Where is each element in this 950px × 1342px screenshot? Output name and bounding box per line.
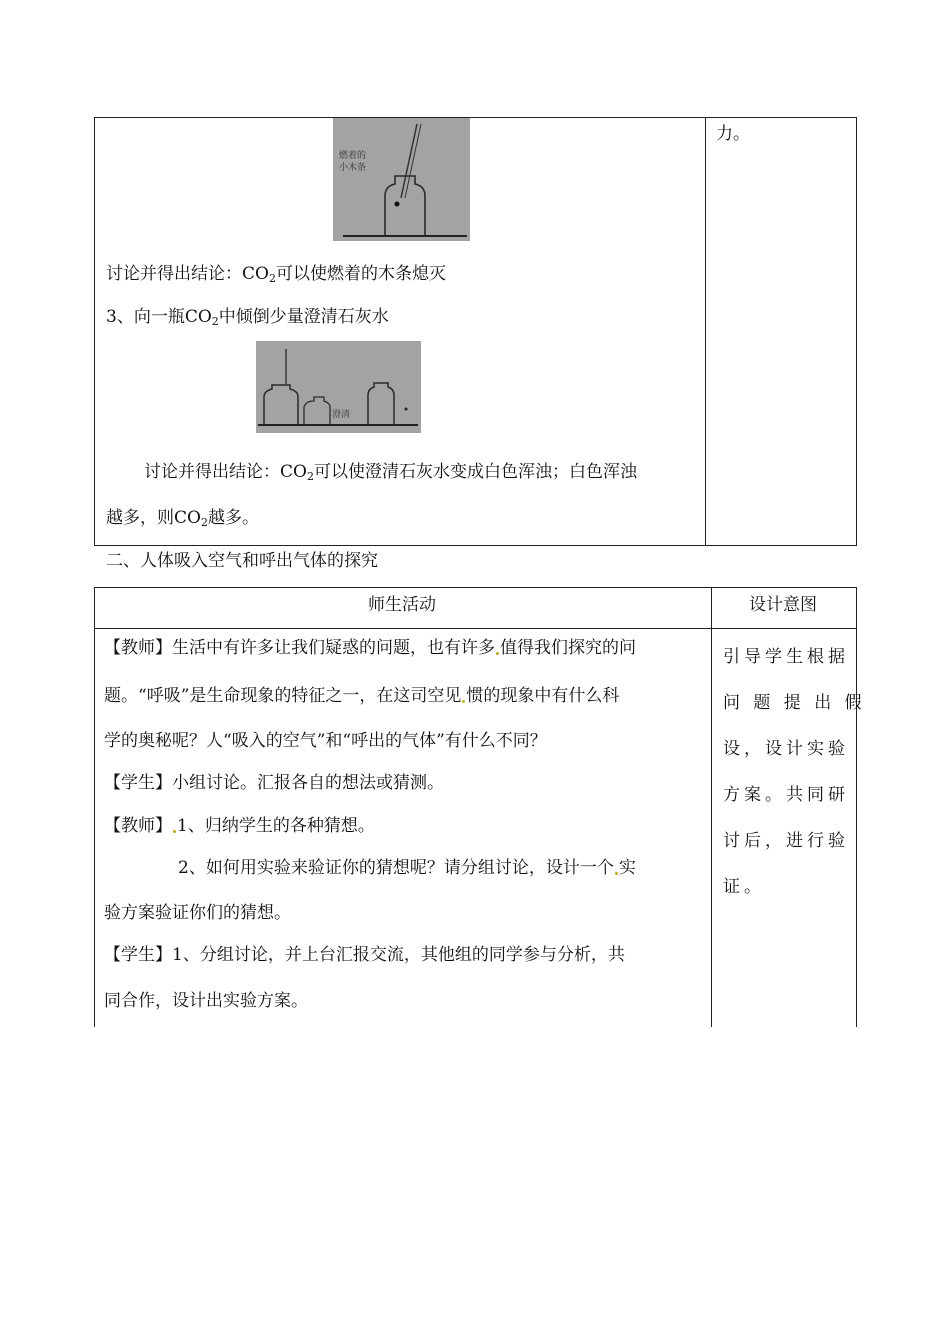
- row-teacher-1-cont: 题。“呼吸”是生命现象的特征之一，在这司空见 惯的现象中有什么科: [104, 686, 620, 706]
- marker-dot: [173, 830, 176, 833]
- svg-text:澄清: 澄清: [332, 410, 351, 420]
- row-teacher-1: 【教师】生活中有许多让我们疑惑的问题，也有许多 值得我们探究的问: [104, 638, 636, 658]
- row-student-2: 【学生】1、分组讨论，并上台汇报交流，其他组的同学参与分析，共: [104, 945, 625, 965]
- marker-dot: [615, 872, 618, 875]
- table1-divider: [705, 117, 706, 546]
- table2-divider: [711, 587, 712, 1027]
- row-teacher-2-item2: 2、如何用实验来验证你的猜想呢？请分组讨论，设计一个 实: [178, 858, 636, 878]
- intent-line: 引导学生根据: [723, 647, 849, 667]
- conclusion-2-line2: 越多，则$CO_2$越多。: [106, 508, 259, 529]
- table1-right-border: [856, 117, 857, 546]
- row-student-2-cont: 同合作，设计出实验方案。: [104, 991, 308, 1011]
- experiment-photo-burning-stick: [333, 118, 470, 241]
- intent-line: 方案。共同研: [723, 785, 849, 805]
- table2-left-border: [94, 587, 95, 1027]
- conclusion-2: 讨论并得出结论：$CO_2$可以使澄清石灰水变成白色浑浊；白色浑浊: [144, 462, 637, 483]
- table1-intent-text: 力。: [716, 124, 750, 144]
- header-teacher-student-activity: 师生活动: [368, 595, 436, 615]
- table1-left-border: [94, 117, 95, 546]
- header-design-intent: 设计意图: [749, 595, 817, 615]
- conclusion-1: 讨论并得出结论：$CO_2$可以使燃着的木条熄灭: [106, 264, 446, 285]
- marker-dot: [496, 652, 499, 655]
- intent-line: 问 题 提 出 假: [723, 693, 866, 713]
- row-teacher-2: 【教师】 1、归纳学生的各种猜想。: [104, 816, 375, 836]
- row-teacher-2-item2-cont: 验方案验证你们的猜想。: [104, 903, 291, 923]
- step-3: 3、向一瓶$CO_2$中倾倒少量澄清石灰水: [106, 307, 389, 328]
- svg-text:燃着的: 燃着的: [339, 151, 367, 161]
- intent-line: 设，设计实验: [723, 739, 849, 759]
- table1-bottom-border: [94, 545, 857, 546]
- design-intent-text: [723, 634, 866, 910]
- row-teacher-1-cont2: 学的奥秘呢？人“吸入的空气”和“呼出的气体”有什么不同？: [104, 731, 547, 751]
- intent-line: 讨后，进行验: [723, 831, 849, 851]
- bottles-sketch-icon: [256, 341, 421, 433]
- table2-header-divider: [94, 628, 857, 629]
- experiment-photo-limewater: [256, 341, 421, 433]
- marker-dot: [462, 700, 465, 703]
- row-student-1: 【学生】小组讨论。汇报各自的想法或猜测。: [104, 773, 444, 793]
- svg-text:小木条: 小木条: [339, 163, 367, 173]
- intent-line: 证。: [723, 877, 765, 897]
- section-2-heading: 二、人体吸入空气和呼出气体的探究: [106, 551, 378, 571]
- table2-top-border: [94, 587, 857, 588]
- table1-top-border: [94, 117, 857, 118]
- bottle-sketch-icon: [333, 118, 470, 241]
